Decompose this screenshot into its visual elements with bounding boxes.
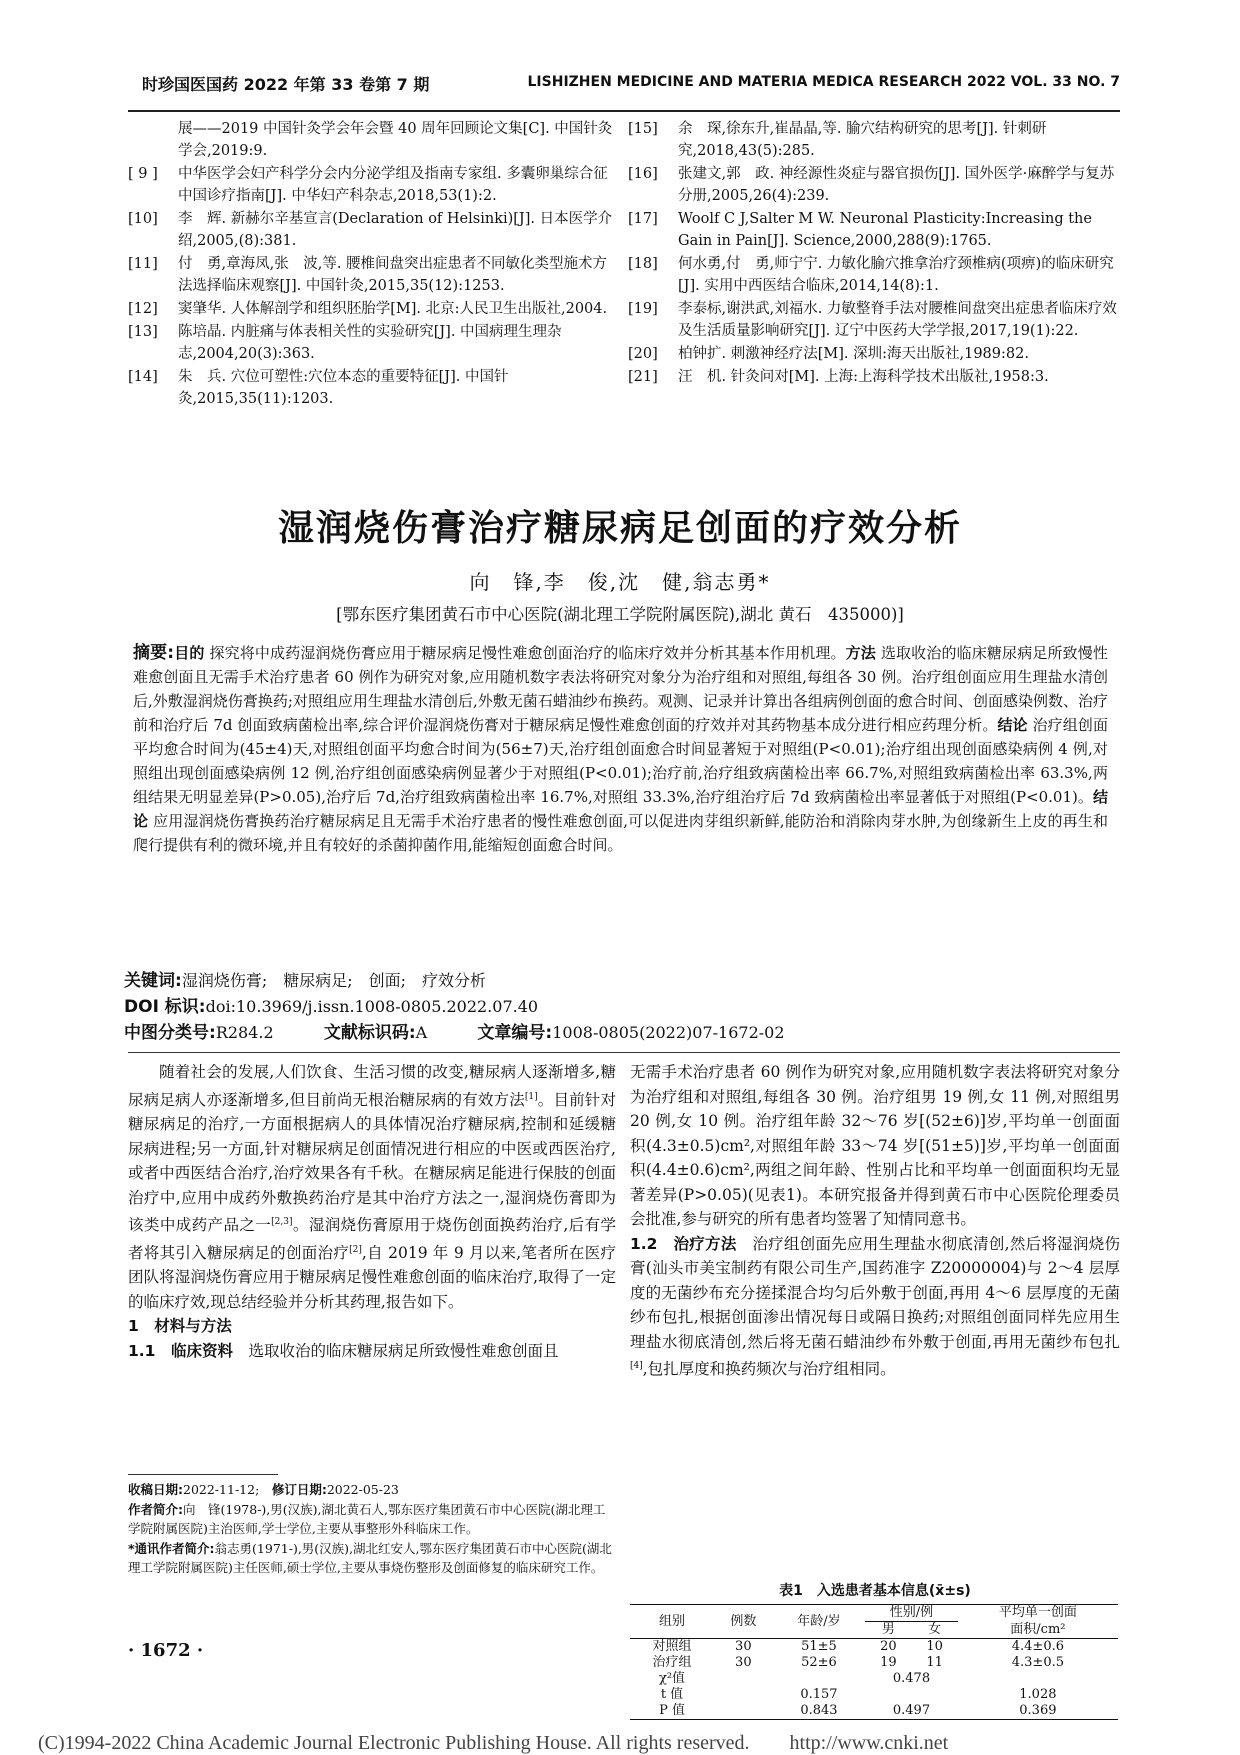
reference-item: [20] 柏钟扩. 刺激神经疗法[M]. 深圳:海天出版社,1989:82. <box>628 346 1029 362</box>
keywords-label: 关键词: <box>124 971 182 991</box>
footnote-rule <box>128 1474 278 1475</box>
article-number-label: 文章编号: <box>477 1023 553 1043</box>
intro-paragraph: 随着社会的发展,人们饮食、生活习惯的改变,糖尿病人逐渐增多,糖尿病足病人亦逐渐增多,但目前尚无根治糖尿病的有效方法[1]。目前针对糖尿病足的治疗,一方面根据病人的具体情况治疗糖尿病,控制和延缓糖尿病进程;另一方面,针对糖尿病足创面情况进行相应的中医或西医治疗,或者中西医结合治疗,治疗效果各有千秋。在糖尿病足能进行保肢的创面治疗中,应用中成药外敷换药治疗是其中治疗方法之一,湿润烧伤膏即为该类中成药产品之一[2,3]。湿润烧伤膏原用于烧伤创面换药治疗,后有学者将其引入糖尿病足的创面治疗[2],自 2019 年 9 月以来,笔者所在医疗团队将湿润烧伤膏应用于糖尿病足慢性难愈创面的临床治疗,取得了一定的临床疗效,现总结经验并分析其药理,报告如下。 <box>128 1063 616 1311</box>
reference-item: [17] Woolf C J,Salter M W. Neuronal Plasticity:Increasing the Gain in Pain[J]. Science,2000,288(9):1765. <box>628 211 1092 249</box>
reference-item: [21] 汪 机. 针灸问对[M]. 上海:上海科学技术出版社,1958:3. <box>628 369 1049 385</box>
article-authors: 向 锋,李 俊,沈 健,翁志勇* <box>469 570 771 594</box>
reference-item: [12] 窦肇华. 人体解剖学和组织胚胎学[M]. 北京:人民卫生出版社,2004. <box>128 301 608 317</box>
section-heading-1: 1 材料与方法 <box>128 1317 232 1336</box>
copyright-line: (C)1994-2022 China Academic Journal Electronic Publishing House. All rights reserved. http://www.cnki.net <box>38 1732 949 1754</box>
doc-code-value: A <box>415 1023 428 1042</box>
footnote-corresponding: *通讯作者简介:翁志勇(1971-),男(汉族),湖北红安人,鄂东医疗集团黄石市中心医院(湖北理工学院附属医院)主任医师,硕士学位,主要从事烧伤整形及创面修复的临床研究工作。 <box>128 1541 612 1575</box>
table-1 <box>630 1604 1118 1720</box>
reference-item: [ 9 ] 中华医学会妇产科学分会内分泌学组及指南专家组. 多囊卵巢综合征中国诊疗指南[J]. 中华妇产科杂志,2018,53(1):2. <box>128 166 608 204</box>
doi-line <box>124 992 538 1017</box>
journal-header-en: LISHIZHEN MEDICINE AND MATERIA MEDICA RESEARCH 2022 VOL. 33 NO. 7 <box>527 74 1120 90</box>
journal-header-cn: 时珍国医国药 2022 年第 33 卷第 7 期 <box>142 75 430 94</box>
table-header-male: 男 <box>881 1622 895 1637</box>
abstract-conclusion: 应用湿润烧伤膏换药治疗糖尿病足且无需手术治疗患者的慢性难愈创面,可以促进肉芽组织新鲜,能防治和消除肉芽水肿,为创缘新生上皮的再生和爬行提供有利的微环境,并且有较好的杀菌抑菌作用,能缩短创面愈合时间。 <box>133 812 1108 854</box>
abstract <box>133 641 1108 857</box>
body-divider <box>128 1052 1120 1053</box>
section-1-2: 1.2 治疗方法 治疗组创面先应用生理盐水彻底清创,然后将湿润烧伤膏(汕头市美宝制药有限公司生产,国药准字 Z20000004)与 2～4 层厚度的无菌纱布充分搓揉混合均匀后外敷于创面,再用 4～6 层厚度的无菌纱布包扎,根据创面渗出情况每日或隔日换药;对照组创面同样先应用生理盐水彻底清创,然后将无菌石蜡油纱布外敷于创面,再用无菌纱布包扎[4],包扎厚度和换药频次与治疗组相同。 <box>630 1234 1120 1379</box>
table-row: P 值 0.843 0.497 0.369 <box>630 1703 1118 1720</box>
table-caption: 表1 入选患者基本信息(x̄±s) <box>779 1583 971 1599</box>
reference-item: [13] 陈培晶. 内脏痛与体表相关性的实验研究[J]. 中国病理生理杂志,2004,20(3):363. <box>128 324 562 362</box>
author-affiliation: [鄂东医疗集团黄石市中心医院(湖北理工学院附属医院),湖北 黄石 435000)] <box>336 605 904 624</box>
table-row: 对照组 30 51±5 20 10 4.4±0.6 <box>652 1639 1064 1654</box>
footnotes <box>128 1480 615 1578</box>
table-header-cases: 例数 <box>730 1613 757 1629</box>
reference-item: [19] 李泰标,谢洪武,刘福水. 力敏整脊手法对腰椎间盘突出症患者临床疗效及生活质量影响研究[J]. 辽宁中医药大学学报,2017,19(1):22. <box>628 301 1117 339</box>
abstract-conclusion-label: 结论 <box>133 788 1108 830</box>
abstract-results-label: 结论 <box>997 716 1028 734</box>
footnote-dates: 收稿日期:2022-11-12; 修订日期:2022-05-23 <box>128 1482 399 1497</box>
table-row: 治疗组 30 52±6 19 11 4.3±0.5 <box>652 1655 1064 1670</box>
page-number: · 1672 · <box>128 1640 204 1661</box>
references-right-column <box>628 118 1120 389</box>
reference-item: [18] 何水勇,付 勇,师宁宁. 力敏化腧穴推拿治疗颈椎病(项痹)的临床研究[J]. 实用中西医结合临床,2014,14(8):1. <box>628 256 1114 294</box>
classification-line <box>124 1018 785 1043</box>
reference-item: [14] 朱 兵. 穴位可塑性:穴位本态的重要特征[J]. 中国针灸,2015,35(11):1203. <box>128 369 509 407</box>
table-header-female: 女 <box>928 1622 942 1637</box>
abstract-results: 治疗组创面平均愈合时间为(45±4)天,对照组创面平均愈合时间为(56±7)天,治疗组创面愈合时间显著短于对照组(P<0.01);治疗组出现创面感染病例 4 例,对照组出现创面感染病例 12 例,治疗组创面感染病例显著少于对照组(P<0.01);治疗前,治疗组致病菌检出率 66.7%,对照组致病菌检出率 63.3%,两组结果无明显差异(P>0.05),治疗后 7d,治疗组致病菌检出率 16.7%,对照组 33.3%,治疗组治疗后 7d 致病菌检出率显著低于对照组(P<0.01)。 <box>133 716 1108 806</box>
reference-item: [16] 张建文,郭 政. 神经源性炎症与器官损伤[J]. 国外医学·麻醉学与复苏分册,2005,26(4):239. <box>628 166 1115 204</box>
reference-item: [11] 付 勇,章海凤,张 波,等. 腰椎间盘突出症患者不同敏化类型施术方法选择临床观察[J]. 中国针灸,2015,35(12):1253. <box>128 256 608 294</box>
header-rule <box>128 110 1120 112</box>
abstract-methods-label: 方法 <box>845 644 876 662</box>
table-header-group: 组别 <box>659 1613 686 1629</box>
article-title: 湿润烧伤膏治疗糖尿病足创面的疗效分析 <box>277 508 962 549</box>
article-number-value: 1008-0805(2022)07-1672-02 <box>552 1023 785 1042</box>
clc-label: 中图分类号: <box>124 1023 216 1043</box>
doi-value: doi:10.3969/j.issn.1008-0805.2022.07.40 <box>205 997 539 1016</box>
table-header-area: 平均单一创面 <box>998 1605 1077 1621</box>
subjects-paragraph: 无需手术治疗患者 60 例作为研究对象,应用随机数字表法将研究对象分为治疗组和对照组,每组各 30 例。治疗组男 19 例,女 11 例,对照组男 20 例,女 10 例。治疗组年龄 32～76 岁[(52±6)]岁,平均单一创面面积(4.3±0.5)cm²,对照组年龄 33～74 岁[(51±5)]岁,平均单一创面面积(4.4±0.6)cm²,两组之间年龄、性别占比和平均单一创面面积均无显著差异(P>0.05)(见表1)。本研究报备并得到黄石市中心医院伦理委员会批准,参与研究的所有患者均签署了知情同意书。 <box>630 1063 1120 1228</box>
doc-code-label: 文献标识码: <box>323 1023 416 1043</box>
table-row: t 值 0.157 1.028 <box>660 1687 1057 1702</box>
doi-label: DOI 标识: <box>124 997 206 1017</box>
table-header-area-unit: 面积/cm² <box>1010 1621 1066 1637</box>
section-1-1: 1.1 临床资料 选取收治的临床糖尿病足所致慢性难愈创面且 <box>128 1341 559 1360</box>
abstract-objective-label: 目的 <box>174 644 205 662</box>
reference-item: 展——2019 中国针灸学会年会暨 40 周年回顾论文集[C]. 中国针灸学会,2019:9. <box>178 121 613 159</box>
reference-item: [10] 李 辉. 新赫尔辛基宣言(Declaration of Helsinki)[J]. 日本医学介绍,2005,(8):381. <box>128 211 613 249</box>
references-left-column <box>128 118 618 411</box>
table-header-sex: 性别/例 <box>865 1605 958 1622</box>
abstract-label: 摘要: <box>133 643 175 663</box>
table-row: χ²值 0.478 <box>658 1671 931 1686</box>
body-right-column <box>630 1060 1120 1382</box>
reference-item: [15] 余 琛,徐东升,崔晶晶,等. 腧穴结构研究的思考[J]. 针刺研究,2018,43(5):285. <box>628 121 1047 159</box>
clc-value: R284.2 <box>215 1023 274 1042</box>
abstract-objective: 探究将中成药湿润烧伤膏应用于糖尿病足慢性难愈创面治疗的临床疗效并分析其基本作用机理。 <box>209 644 846 662</box>
body-left-column <box>128 1060 616 1363</box>
abstract-methods: 选取收治的临床糖尿病足所致慢性难愈创面且无需手术治疗患者 60 例作为研究对象,应用随机数字表法将研究对象分为治疗组和对照组,每组各 30 例。治疗组创面应用生理盐水清创后,外敷湿润烧伤膏换药;对照组应用生理盐水清创后,外敷无菌石蜡油纱布换药。观测、记录并计算出各组病例创面的愈合时间、创面感染例数、治疗前和治疗后 7d 创面致病菌检出率,综合评价湿润烧伤膏对于糖尿病足慢性难愈创面的疗效并对其药物基本成分进行相应药理分析。 <box>133 644 1108 734</box>
keywords-line <box>124 966 486 991</box>
footnote-author: 作者简介:向 锋(1978-),男(汉族),湖北黄石人,鄂东医疗集团黄石市中心医院(湖北理工学院附属医院)主治医师,学士学位,主要从事整形外科临床工作。 <box>128 1502 606 1536</box>
keywords-value: 湿润烧伤膏; 糖尿病足; 创面; 疗效分析 <box>181 971 486 990</box>
table-header-age: 年龄/岁 <box>797 1613 841 1629</box>
